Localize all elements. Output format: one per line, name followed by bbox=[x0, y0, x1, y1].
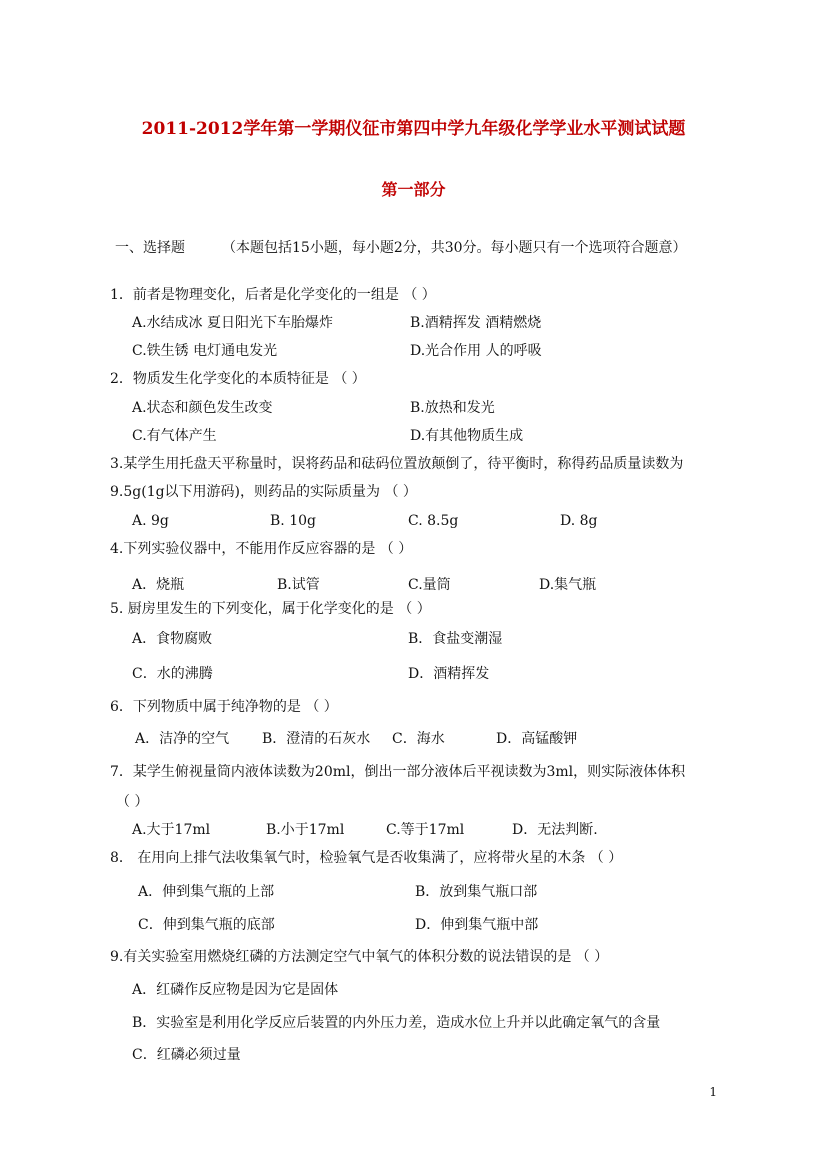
option-c: C．海水 bbox=[392, 731, 445, 747]
question-stem: 4.下列实验仪器中，不能用作反应容器的是 （ ） bbox=[110, 541, 413, 557]
option-d: D．伸到集气瓶中部 bbox=[415, 917, 539, 933]
option-d: D.光合作用 人的呼吸 bbox=[410, 343, 542, 359]
section-heading: 一、选择题 bbox=[115, 240, 185, 256]
page-number: 1 bbox=[709, 1085, 717, 1099]
option-d: D.有其他物质生成 bbox=[410, 428, 524, 444]
option-b: B．澄清的石灰水 bbox=[262, 731, 371, 747]
option-b: B.试管 bbox=[277, 577, 320, 593]
option-d: D．酒精挥发 bbox=[408, 666, 490, 682]
option-a: A．烧瓶 bbox=[132, 577, 185, 593]
question-stem: 3.某学生用托盘天平称量时，误将药品和砝码位置放颠倒了，待平衡时，称得药品质量读数为 bbox=[110, 456, 684, 472]
option-d: D. 8g bbox=[560, 513, 598, 529]
option-a: A．洁净的空气 bbox=[135, 731, 230, 747]
question-stem: 7．某学生俯视量筒内液体读数为20ml，倒出一部分液体后平视读数为3ml，则实际液体体积 bbox=[110, 764, 686, 780]
option-d: D.集气瓶 bbox=[539, 577, 597, 593]
option-c: C. 8.5g bbox=[408, 513, 459, 529]
option-a: A.大于17ml bbox=[132, 822, 211, 838]
question-stem-continued: （ ） bbox=[116, 794, 149, 810]
option-c: C.有气体产生 bbox=[132, 428, 217, 444]
question-stem: 1．前者是物理变化，后者是化学变化的一组是 （ ） bbox=[110, 287, 436, 303]
option-c: C．伸到集气瓶的底部 bbox=[138, 917, 275, 933]
question-stem: 9.有关实验室用燃烧红磷的方法测定空气中氧气的体积分数的说法错误的是 （ ） bbox=[110, 949, 609, 965]
exam-title: 2011-2012学年第一学期仪征市第四中学九年级化学学业水平测试试题 bbox=[141, 119, 686, 139]
question-stem: 8． 在用向上排气法收集氧气时，检验氧气是否收集满了，应将带火星的木条 （ ） bbox=[110, 850, 623, 866]
option-b: B.酒精挥发 酒精燃烧 bbox=[410, 315, 542, 331]
option-a: A．伸到集气瓶的上部 bbox=[138, 884, 275, 900]
option-d: D．无法判断. bbox=[512, 822, 598, 838]
option-b: B. 10g bbox=[270, 513, 316, 529]
question-stem-continued: 9.5g(1g以下用游码)，则药品的实际质量为 （ ） bbox=[110, 484, 417, 500]
option-c: C.等于17ml bbox=[386, 822, 465, 838]
question-stem: 5. 厨房里发生的下列变化，属于化学变化的是 （ ） bbox=[110, 601, 431, 617]
option-a: A．红磷作反应物是因为它是固体 bbox=[132, 982, 339, 998]
option-b: B.放热和发光 bbox=[410, 400, 495, 416]
option-c: C.铁生锈 电灯通电发光 bbox=[132, 343, 278, 359]
option-b: B．放到集气瓶口部 bbox=[415, 884, 538, 900]
question-stem: 6．下列物质中属于纯净物的是 （ ） bbox=[110, 699, 338, 715]
option-b: B．食盐变潮湿 bbox=[408, 631, 503, 647]
option-a: A．食物腐败 bbox=[132, 631, 213, 647]
option-a: A.状态和颜色发生改变 bbox=[132, 400, 273, 416]
option-b: B.小于17ml bbox=[266, 822, 345, 838]
option-c: C．水的沸腾 bbox=[132, 666, 213, 682]
option-c: C.量筒 bbox=[408, 577, 451, 593]
option-c: C．红磷必须过量 bbox=[132, 1047, 241, 1063]
option-d: D．高锰酸钾 bbox=[496, 731, 578, 747]
section-note: （本题包括15小题，每小题2分，共30分。每小题只有一个选项符合题意） bbox=[222, 240, 687, 256]
option-a: A. 9g bbox=[132, 513, 169, 529]
question-stem: 2．物质发生化学变化的本质特征是 （ ） bbox=[110, 371, 366, 387]
option-a: A.水结成冰 夏日阳光下车胎爆炸 bbox=[132, 315, 334, 331]
option-b: B．实验室是利用化学反应后装置的内外压力差，造成水位上升并以此确定氧气的含量 bbox=[132, 1015, 661, 1031]
part-heading: 第一部分 bbox=[381, 180, 446, 199]
